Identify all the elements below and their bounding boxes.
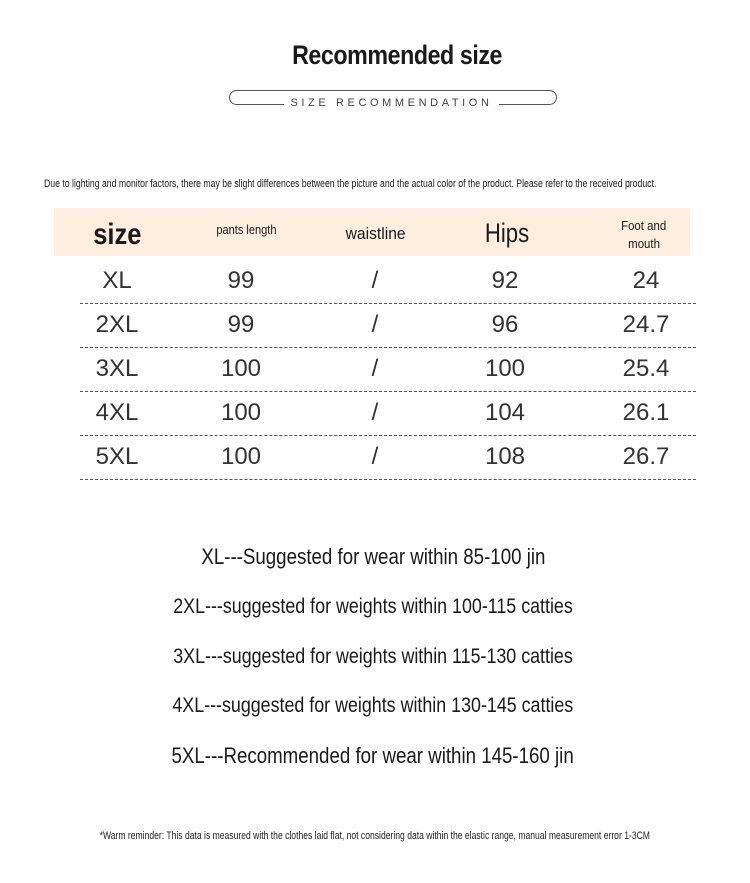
- weight-suggestion-5xl: 5XL---Recommended for wear within 145-160 jin: [171, 743, 575, 768]
- cell-hips: 92: [491, 267, 519, 294]
- cell-pants-length: 100: [220, 355, 262, 382]
- cell-pants-length: 100: [220, 443, 262, 470]
- page-title: Recommended size: [292, 40, 503, 70]
- cell-foot-mouth: 26.7: [622, 443, 670, 470]
- weight-suggestion-3xl: 3XL---suggested for weights within 115-130 catties: [173, 645, 573, 668]
- cell-size: 2XL: [95, 311, 139, 338]
- table-row: [80, 347, 696, 392]
- subtitle-banner: [229, 90, 557, 109]
- cell-hips: 108: [484, 443, 526, 470]
- cell-size: 4XL: [95, 399, 139, 426]
- cell-pants-length: 100: [220, 399, 262, 426]
- cell-pants-length: 99: [227, 267, 255, 294]
- header-pants-length: pants length: [215, 222, 277, 237]
- table-row: [80, 259, 696, 304]
- cell-waistline: /: [371, 267, 379, 294]
- cell-foot-mouth: 26.1: [622, 399, 670, 426]
- weight-suggestion-xl: XL---Suggested for wear within 85-100 jin: [200, 544, 546, 569]
- header-waistline: waistline: [345, 224, 406, 243]
- cell-foot-mouth: 25.4: [622, 355, 670, 382]
- table-row: [80, 435, 696, 480]
- cell-hips: 96: [491, 311, 519, 338]
- cell-waistline: /: [371, 311, 379, 338]
- header-foot-mouth: Foot and mouth: [621, 218, 667, 251]
- cell-foot-mouth: 24.7: [622, 311, 670, 338]
- cell-foot-mouth: 24: [632, 267, 660, 294]
- cell-waistline: /: [371, 443, 379, 470]
- table-row: [80, 391, 696, 436]
- header-size: size: [92, 218, 142, 251]
- header-hips: Hips: [484, 218, 530, 248]
- cell-size: 3XL: [95, 355, 139, 382]
- cell-size: 5XL: [95, 443, 139, 470]
- cell-waistline: /: [371, 399, 379, 426]
- cell-hips: 100: [484, 355, 526, 382]
- weight-suggestion-2xl: 2XL---suggested for weights within 100-115 catties: [173, 595, 573, 618]
- subtitle-text: SIZE RECOMMENDATION: [284, 96, 499, 110]
- warm-reminder: *Warm reminder: This data is measured with the clothes laid flat, not considering data within the elastic range, manual measurement error 1-3CM: [99, 830, 651, 842]
- cell-pants-length: 99: [227, 311, 255, 338]
- cell-hips: 104: [484, 399, 526, 426]
- table-header: [54, 208, 690, 256]
- weight-suggestion-4xl: 4XL---suggested for weights within 130-145 catties: [172, 694, 574, 717]
- color-disclaimer-note: Due to lighting and monitor factors, there may be slight differences between the picture and the actual color of the product. Please refer to the received product.: [44, 178, 657, 190]
- table-row: [80, 303, 696, 348]
- cell-size: XL: [102, 267, 132, 294]
- cell-waistline: /: [371, 355, 379, 382]
